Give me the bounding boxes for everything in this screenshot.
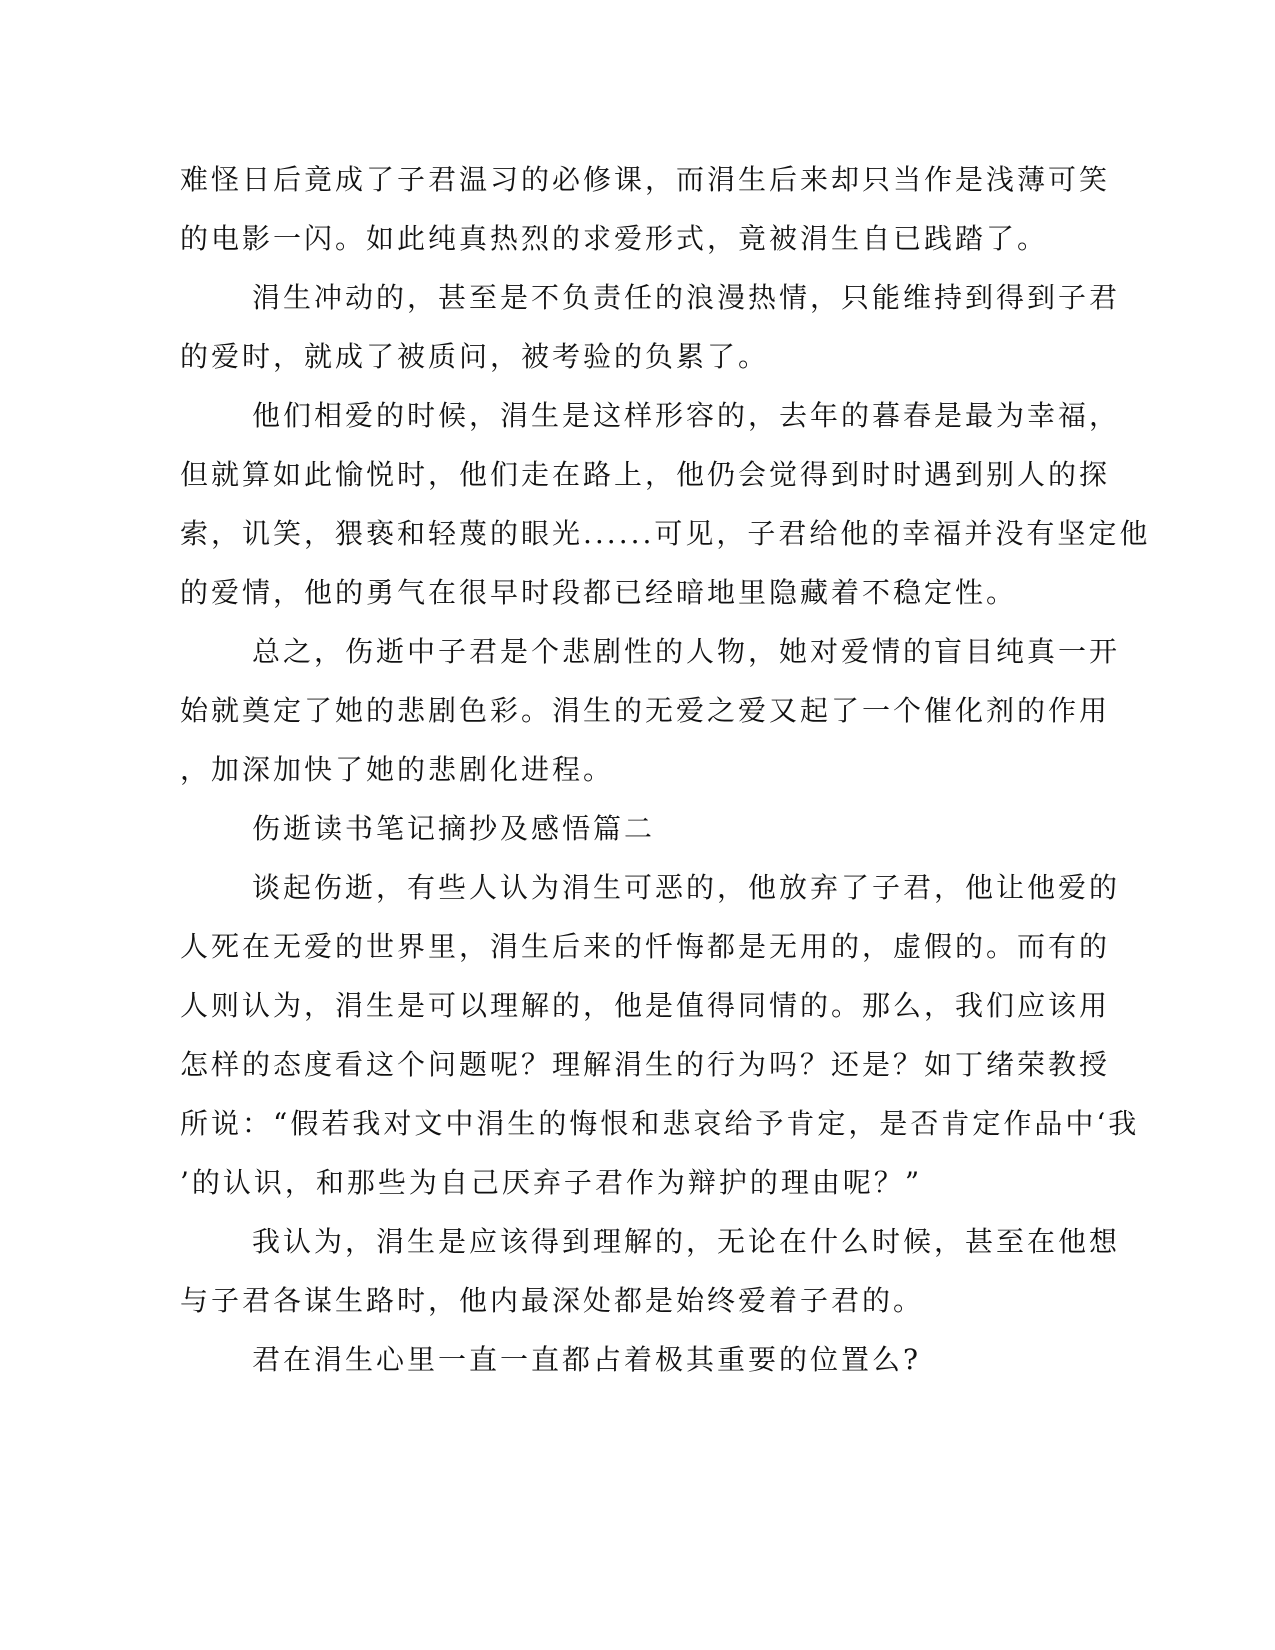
line-14: 人死在无爱的世界里，涓生后来的忏悔都是无用的，虚假的。而有的 [180, 930, 1111, 963]
line-10: 始就奠定了她的悲剧色彩。涓生的无爱之爱又起了一个催化剂的作用 [180, 694, 1111, 727]
line-4: 的爱时，就成了被质问，被考验的负累了。 [180, 340, 770, 373]
line-6: 但就算如此愉悦时，他们走在路上，他仍会觉得到时时遇到别人的探 [180, 458, 1111, 491]
line-2: 的电影一闪。如此纯真热烈的求爱形式，竟被涓生自已践踏了。 [180, 222, 1049, 255]
line-1: 难怪日后竟成了子君温习的必修课，而涓生后来却只当作是浅薄可笑 [180, 163, 1111, 196]
line-9: 总之，伤逝中子君是个悲剧性的人物，她对爱情的盲目纯真一开 [252, 635, 1121, 668]
line-18: ’的认识，和那些为自己厌弃子君作为辩护的理由呢？” [180, 1166, 923, 1199]
line-17: 所说：“假若我对文中涓生的悔恨和悲哀给予肯定，是否肯定作品中‘我 [180, 1107, 1140, 1140]
line-19: 我认为，涓生是应该得到理解的，无论在什么时候，甚至在他想 [252, 1225, 1121, 1258]
line-21: 君在涓生心里一直一直都占着极其重要的位置么? [252, 1343, 922, 1376]
line-15: 人则认为，涓生是可以理解的，他是值得同情的。那么，我们应该用 [180, 989, 1111, 1022]
line-5: 他们相爱的时候，涓生是这样形容的，去年的暮春是最为幸福， [252, 399, 1121, 432]
line-16: 怎样的态度看这个问题呢？理解涓生的行为吗？还是？如丁绪荣教授 [180, 1048, 1111, 1081]
section-heading: 伤逝读书笔记摘抄及感悟篇二 [252, 812, 656, 845]
line-11: ，加深加快了她的悲剧化进程。 [180, 753, 615, 786]
line-20: 与子君各谋生路时，他内最深处都是始终爱着子君的。 [180, 1284, 925, 1317]
line-8: 的爱情，他的勇气在很早时段都已经暗地里隐藏着不稳定性。 [180, 576, 1018, 609]
line-13: 谈起伤逝，有些人认为涓生可恶的，他放弃了子君，他让他爱的 [252, 871, 1121, 904]
line-3: 涓生冲动的，甚至是不负责任的浪漫热情，只能维持到得到子君 [252, 281, 1121, 314]
line-7: 索，讥笑，猥亵和轻蔑的眼光......可见，子君给他的幸福并没有坚定他 [180, 517, 1151, 550]
